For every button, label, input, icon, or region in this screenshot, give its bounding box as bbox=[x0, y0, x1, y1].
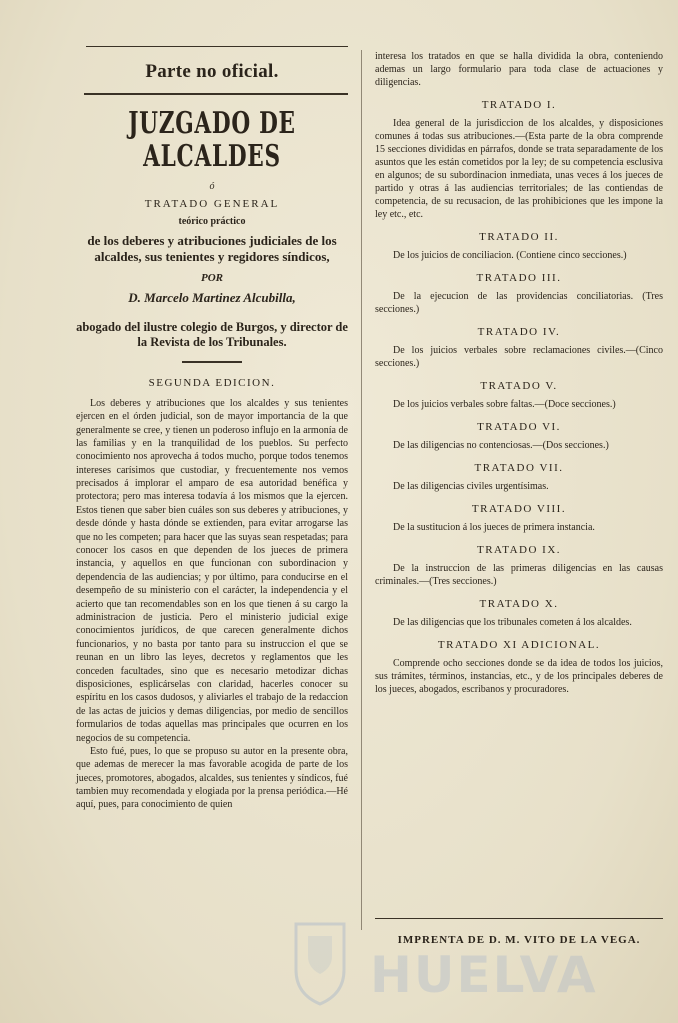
tratado-heading: TRATADO V. bbox=[480, 380, 558, 392]
body-paragraph: Esto fué, pues, lo que se propuso su autor en la presente obra, que ademas de merecer la mas favorable acogida de parte de los jueces, promotores, abogados, alcaldes, sus tenientes y síndicos, fué tambien muy recomendada y elogiada por la prensa periódica.—Hé aquí, pues, para conocimiento de quien bbox=[76, 745, 348, 811]
tratado-section bbox=[375, 639, 663, 696]
column-divider bbox=[361, 50, 362, 930]
subtitle-tratado-general: TRATADO GENERAL bbox=[144, 198, 280, 210]
section-heading: Parte no oficial. bbox=[145, 61, 279, 82]
title-description: de los deberes y atribuciones judiciales de los alcaldes, sus tenientes y regidores síndicos, bbox=[87, 233, 337, 265]
tratado-heading: TRATADO VIII. bbox=[471, 503, 567, 515]
continuation-paragraph: interesa los tratados en que se halla dividida la obra, conteniendo ademas un largo formulario para toda clase de actuaciones y diligencias. bbox=[375, 51, 663, 88]
tratado-section bbox=[375, 503, 663, 534]
tratado-section bbox=[375, 544, 663, 588]
short-rule bbox=[182, 361, 242, 363]
watermark-seal-icon bbox=[276, 904, 656, 1014]
tratado-text: De las diligencias no contenciosas.—(Dos secciones.) bbox=[393, 440, 609, 451]
body-paragraph: Los deberes y atribuciones que los alcaldes y sus tenientes ejercen en el órden judicial, son de mayor importancia de la que generalmente se cree, y tienen un poderoso influjo en la armonía de las familias y en la tranquilidad de los pueblos. Su perfecto conocimiento nos aprovecha á todos mucho, porque todos tenemos intereses carísimos que custodiar, y frecuentemente nos vemos precisados á implorar el amparo de esa autoridad benéfica y protectora; pero mas interesa todavía á los mismos que la ejercen. Estos tienen que saber bien cuáles son sus deberes y atribuciones, y desde dónde y hasta dónde se extienden, para evitar arrogarse las que no les competen; para hacer que las suyas sean respetadas; para conocer los casos en que dependen de los jueces de primera instancia, y aquellos en que funcionan con subordinacion y dependencia de las audiencias; y por último, para conducirse en el desempeño de su ministerio con el carácter, la independencia y el acierto que tan recomendables son en los que tienen á su cargo la administracion de justicia. Pero el ministerio judicial exige conocimientos jurídicos, de que carecen generalmente dichos funcionarios, y no basta por tanto para su instruccion el que se reunan en un libro las leyes, decretos y reglamentos que les conceden facultades, sino que es necesario metodizar dichas disposiciones, esplicárselas con claridad, hacerles conocer su espíritu en los casos dudosos, y aliviarles el trabajo de la redaccion de las actas de juicios y demas diligencias, por medio de sencillos formularios de todas aquellas mas principales que ocurren en los negocios de su competencia. bbox=[76, 397, 348, 744]
tratado-section bbox=[375, 231, 663, 262]
tratado-heading: TRATADO XI ADICIONAL. bbox=[437, 639, 601, 651]
top-rule bbox=[86, 46, 348, 47]
section-rule bbox=[84, 93, 348, 95]
library-watermark bbox=[276, 904, 656, 1014]
tratado-text: Idea general de la jurisdiccion de los alcaldes, y disposiciones comunes á todas sus atribuciones.—(Esta parte de la obra comprende 15 secciones divididas en párrafos, donde se trata separadamente de los asuntos que les están cometidos por la ley; de su competencia esclusiva en algunos; de su subordinacion inmediata, unas veces á los jueces de partido y otras á las audiencias territoriales; de las contiendas de competencia, de su recusacion, de las prohibiciones que les impone la ley etc., etc. bbox=[375, 118, 663, 220]
main-title: JUZGADO DE ALCALDES bbox=[128, 106, 296, 174]
tratado-heading: TRATADO VI. bbox=[477, 421, 561, 433]
imprint-rule bbox=[375, 918, 663, 919]
tratado-section bbox=[375, 598, 663, 629]
tratado-text: Comprende ocho secciones donde se da idea de todos los juicios, sus trámites, términos, instancias, etc., y de los principales deberes de los jueces, abogados, escribanos y procuradores. bbox=[375, 658, 663, 695]
edition-label: SEGUNDA EDICION. bbox=[148, 376, 276, 389]
author-name: D. Marcelo Martinez Alcubilla, bbox=[128, 289, 296, 305]
tratado-heading: TRATADO X. bbox=[479, 598, 559, 610]
tratado-section bbox=[375, 462, 663, 493]
subtitle-teorico: teórico práctico bbox=[178, 216, 246, 227]
tratado-text: De la ejecucion de las providencias conciliatorias. (Tres secciones.) bbox=[375, 291, 663, 315]
tratado-heading: TRATADO II. bbox=[479, 231, 559, 243]
printer-imprint: IMPRENTA DE D. M. VITO DE LA VEGA. bbox=[397, 934, 641, 946]
by-line: POR bbox=[201, 271, 223, 284]
title-conjunction: ó bbox=[209, 181, 215, 192]
tratado-text: De las diligencias que los tribunales cometen á los alcaldes. bbox=[393, 617, 632, 628]
tratado-heading: TRATADO I. bbox=[481, 99, 557, 111]
tratado-section bbox=[375, 272, 663, 316]
watermark-text: HUELVA bbox=[370, 946, 598, 1004]
left-column bbox=[76, 46, 348, 812]
tratado-text: De los juicios verbales sobre reclamaciones civiles.—(Cinco secciones.) bbox=[375, 345, 663, 369]
tratado-section bbox=[375, 421, 663, 452]
tratado-heading: TRATADO IX. bbox=[476, 544, 562, 556]
tratado-heading: TRATADO VII. bbox=[474, 462, 564, 474]
author-credentials: abogado del ilustre colegio de Burgos, y director de la Revista de los Tribunales. bbox=[76, 319, 348, 350]
tratado-section bbox=[375, 380, 663, 411]
tratado-heading: TRATADO IV. bbox=[477, 326, 561, 338]
right-column bbox=[375, 50, 663, 704]
tratado-section bbox=[375, 99, 663, 221]
tratado-text: De los juicios verbales sobre faltas.—(Doce secciones.) bbox=[393, 399, 616, 410]
tratado-heading: TRATADO III. bbox=[476, 272, 562, 284]
tratado-text: De los juicios de conciliacion. (Contiene cinco secciones.) bbox=[393, 250, 627, 261]
tratado-section bbox=[375, 326, 663, 370]
tratado-text: De la sustitucion á los jueces de primera instancia. bbox=[393, 522, 595, 533]
tratado-text: De la instruccion de las primeras diligencias en las causas criminales.—(Tres secciones.) bbox=[375, 563, 663, 587]
tratado-text: De las diligencias civiles urgentísimas. bbox=[393, 481, 549, 492]
